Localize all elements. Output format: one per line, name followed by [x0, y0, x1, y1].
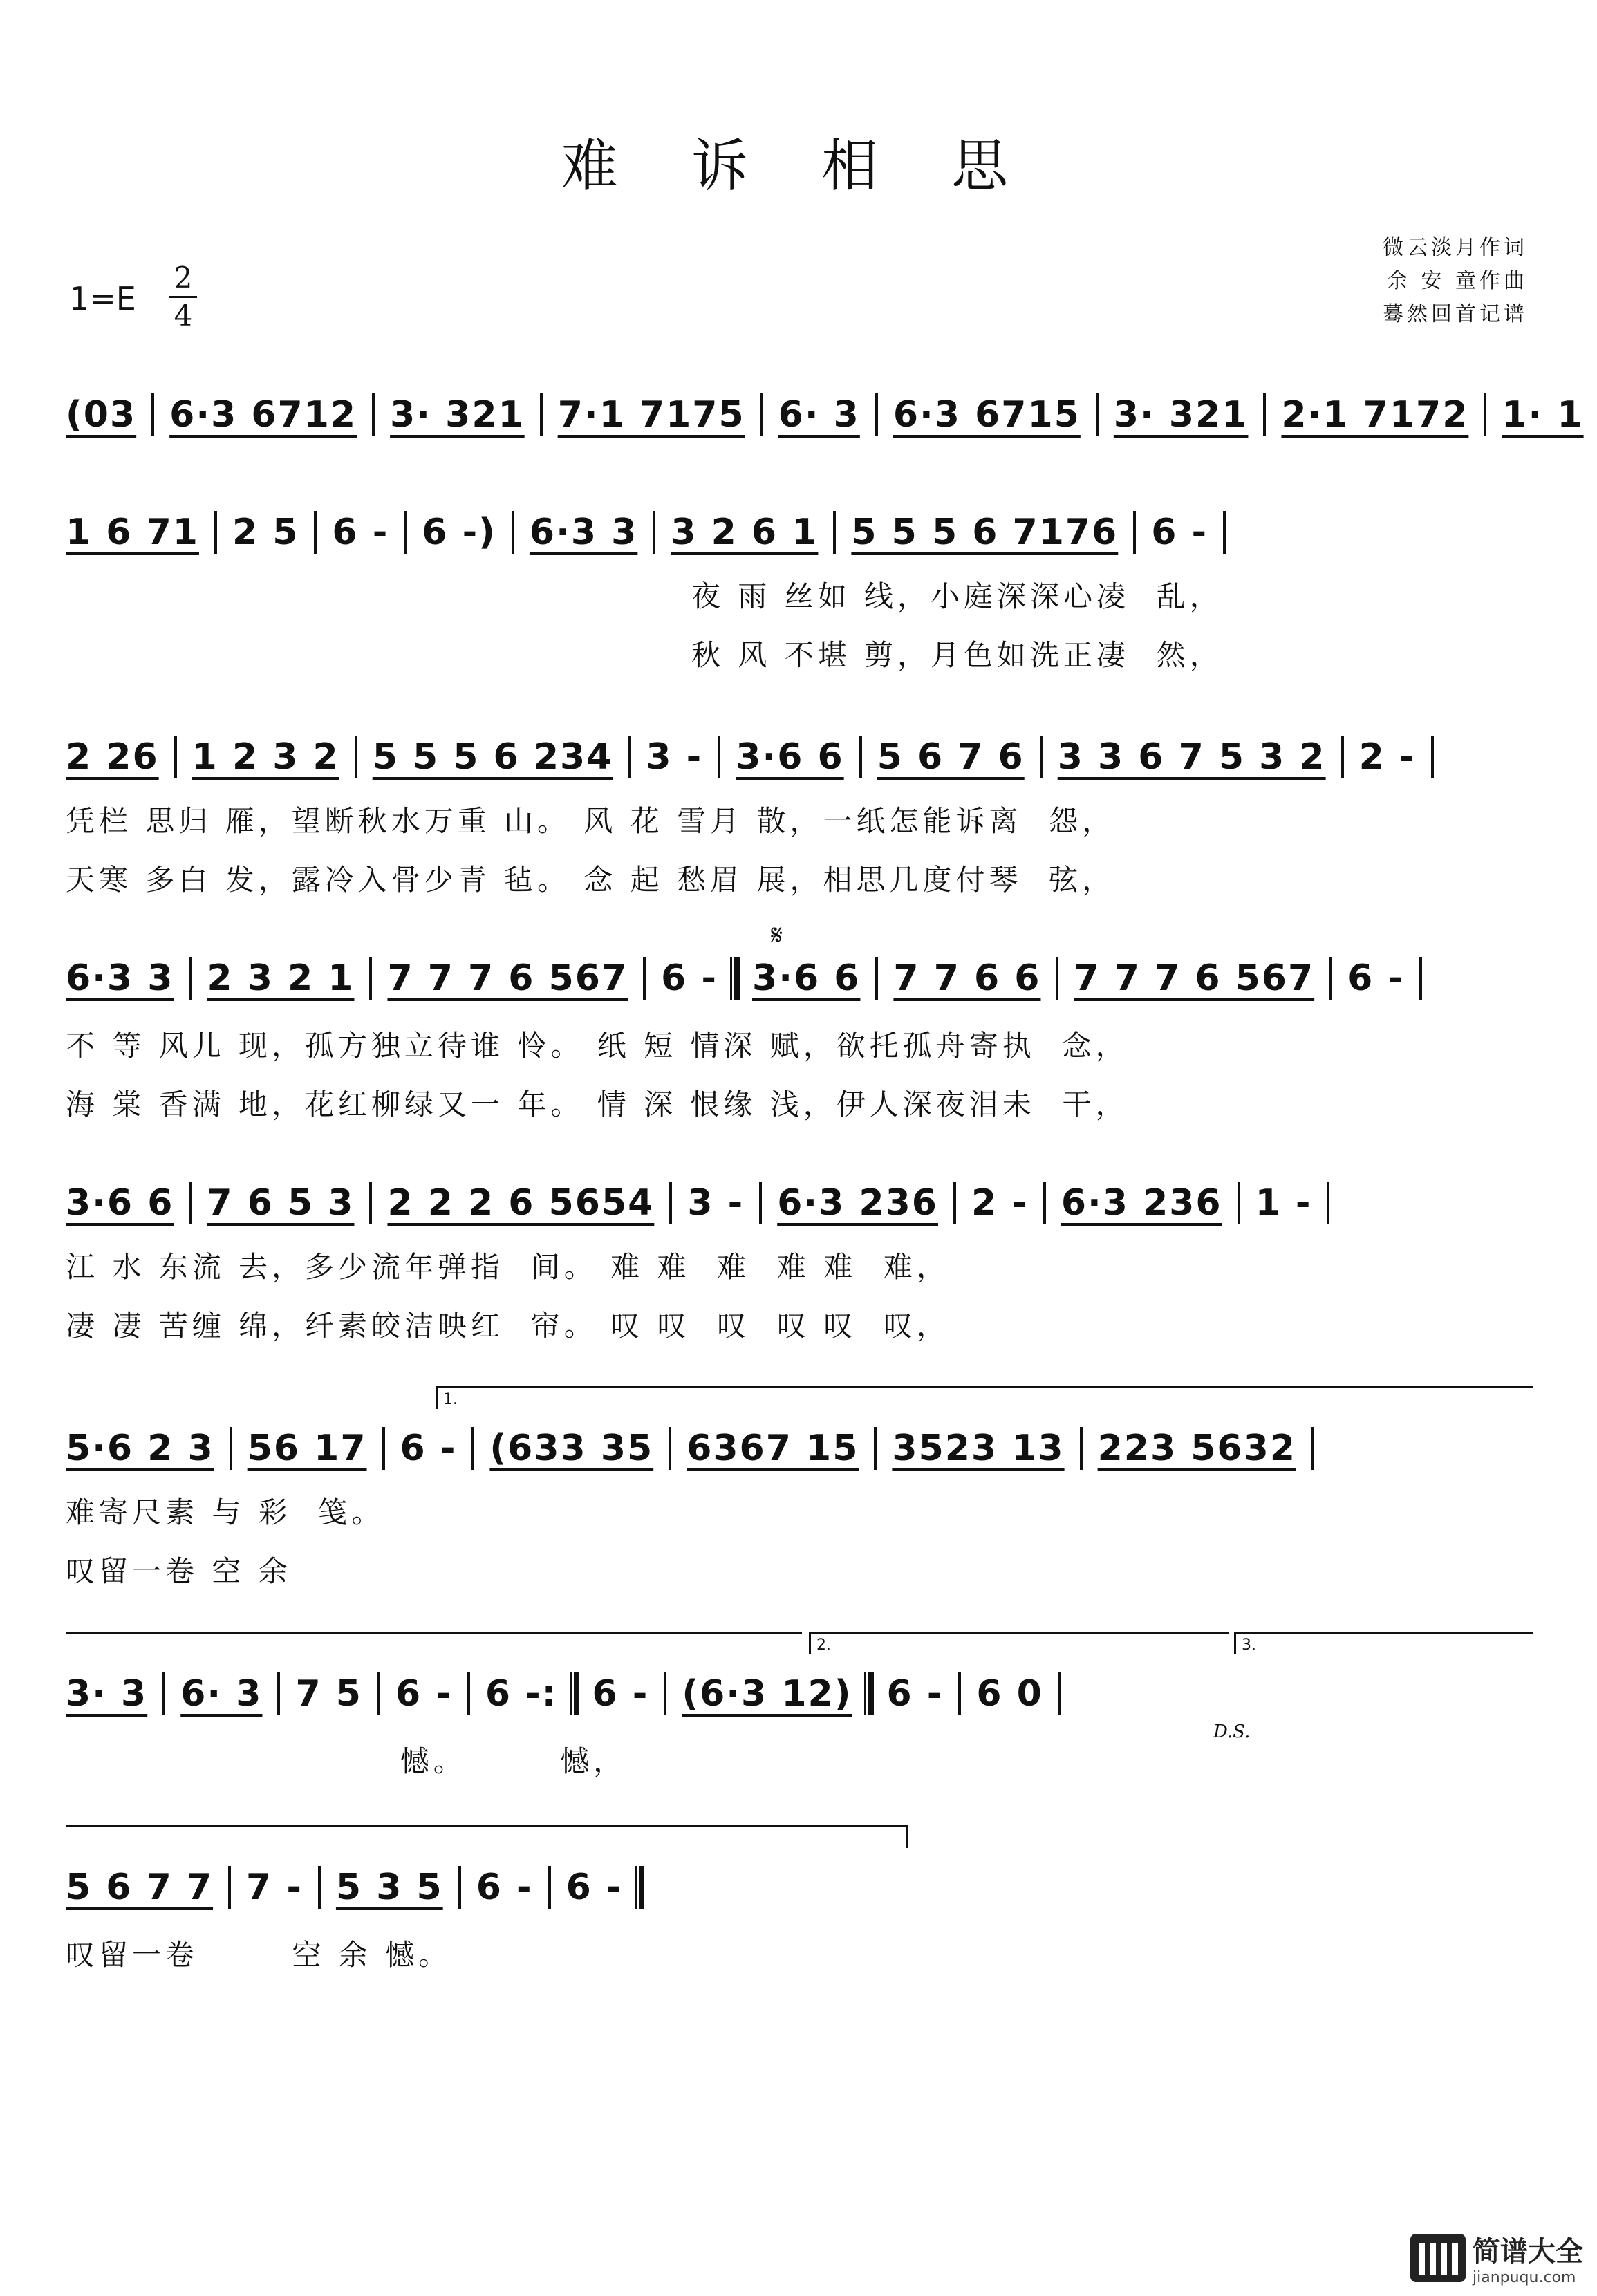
lyric-line: 夜 雨 丝如 线，小庭深深心凌 乱， [691, 579, 1223, 613]
measure: 7 7 6 6 [893, 958, 1041, 999]
piano-logo-icon [1410, 2234, 1466, 2282]
measure: 7 7 7 6 567 [387, 958, 628, 999]
measure: 2 2 2 6 5654 [387, 1182, 655, 1224]
measure: (03 [66, 394, 137, 436]
lyric-line: 不 等 风儿 现，孤方独立待谁 怜。 纸 短 情深 赋，欲托孤舟寄执 念， [66, 1029, 1129, 1063]
measure: 1 6 71 [66, 512, 199, 553]
measure: 6·3 6712 [169, 394, 357, 436]
measure: 3 3 6 7 5 3 2 [1057, 736, 1326, 778]
volta-1: 1. [436, 1386, 1533, 1409]
score-row-3 [66, 736, 1531, 778]
lyric-line: 天寒 多白 发，露冷入骨少青 毡。 念 起 愁眉 展，相思几度付琴 弦， [66, 863, 1116, 897]
measure: 7 - [246, 1867, 303, 1908]
measure: 6· 3 [778, 394, 860, 436]
measure: 3 2 6 1 [671, 512, 819, 553]
lyric-line: 江 水 东流 去，多少流年弹指 间。 难 难 难 难 难 难， [66, 1250, 950, 1284]
measure: 3·6 6 [752, 958, 861, 999]
measure: 3 - [687, 1182, 745, 1224]
measure: 6 0 [976, 1673, 1043, 1715]
measure: 3· 3 [66, 1673, 148, 1715]
measure: 6 - [400, 1428, 457, 1469]
ds-marking: D.S. [1213, 1721, 1251, 1742]
measure: 6 - [886, 1673, 944, 1715]
measure: 6 - [566, 1867, 623, 1908]
measure: 3· 321 [390, 394, 525, 436]
measure: 1 2 3 2 [192, 736, 339, 778]
measure: 6 - [395, 1673, 452, 1715]
measure: 5 3 5 [335, 1867, 443, 1908]
score-row-7 [66, 1673, 1531, 1715]
composer-credit: 余 安 童作曲 [1386, 269, 1528, 293]
measure: 2 - [971, 1182, 1028, 1224]
measure: 6 - [476, 1867, 533, 1908]
volta-3-continued [66, 1825, 908, 1848]
measure: 223 5632 [1097, 1428, 1296, 1469]
measure: 6 - [1347, 958, 1405, 999]
measure: 3·6 6 [736, 736, 844, 778]
measure: 1· 1 [1502, 394, 1584, 436]
measure: 2 - [1358, 736, 1416, 778]
measure: 5 6 7 7 [66, 1867, 214, 1908]
measure: 6· 3 [180, 1673, 263, 1715]
measure: 6 - [332, 512, 389, 553]
score-row-6 [66, 1428, 1531, 1469]
measure: 2 3 2 1 [207, 958, 355, 999]
measure: 6 -: [485, 1673, 558, 1715]
measure: 3523 13 [892, 1428, 1065, 1469]
measure: 6 - [1151, 512, 1208, 553]
measure: 5 5 5 6 234 [372, 736, 613, 778]
time-top: 2 [174, 261, 193, 295]
segno-sign: 𝄋 [771, 920, 783, 951]
measure: 1 - [1255, 1182, 1312, 1224]
transcriber-credit: 蓦然回首记谱 [1383, 302, 1528, 326]
lyric-line: 秋 风 不堪 剪，月色如洗正凄 然， [691, 638, 1223, 672]
measure: 6·3 236 [1061, 1182, 1222, 1224]
measure: 6·3 6715 [893, 394, 1081, 436]
measure: 7 5 [295, 1673, 362, 1715]
measure: 5·6 2 3 [66, 1428, 214, 1469]
score-row-4 [66, 958, 1531, 999]
lyric-line: 叹留一卷 空 余 憾。 [66, 1938, 452, 1972]
measure: 3·6 6 [66, 1182, 174, 1224]
measure: 3· 321 [1113, 394, 1249, 436]
lyric-line: 憾。 憾， [66, 1744, 627, 1778]
measure: 5 6 7 6 [877, 736, 1025, 778]
measure: 6·3 3 [66, 958, 174, 999]
measure: 7 6 5 3 [207, 1182, 355, 1224]
measure: 7·1 7175 [557, 394, 745, 436]
score-row-8 [66, 1867, 937, 1908]
watermark-url: jianpuqu.com [1473, 2269, 1576, 2286]
measure: 2·1 7172 [1281, 394, 1469, 436]
measure: 2 5 [232, 512, 299, 553]
score-row-2 [66, 512, 1531, 553]
key-signature: 1=E [69, 280, 136, 317]
score-row-5 [66, 1182, 1531, 1224]
credits [1383, 232, 1528, 331]
measure: 6 -) [422, 512, 496, 553]
measure: 6·3 3 [529, 512, 638, 553]
lyricist-credit: 微云淡月作词 [1383, 236, 1528, 260]
measure: 5 5 5 6 7176 [851, 512, 1119, 553]
song-title: 难 诉 相 思 [561, 133, 1036, 199]
time-signature [169, 261, 197, 333]
measure: (633 35 [489, 1428, 654, 1469]
measure: 6·3 236 [777, 1182, 938, 1224]
measure: 2 26 [66, 736, 159, 778]
measure: 6367 15 [687, 1428, 859, 1469]
measure: (6·3 12) [682, 1673, 852, 1715]
volta-2: 2. [809, 1632, 1229, 1654]
lyric-line: 凭栏 思归 雁，望断秋水万重 山。 风 花 雪月 散，一纸怎能诉离 怨， [66, 804, 1116, 838]
measure: 7 7 7 6 567 [1074, 958, 1315, 999]
lyric-line: 凄 凄 苦缠 绵，纤素皎洁映红 帘。 叹 叹 叹 叹 叹 叹， [66, 1309, 950, 1343]
score-row-1 [66, 394, 1584, 436]
lyric-line: 叹留一卷 空 余 [66, 1554, 292, 1588]
lyric-line: 难寄尺素 与 彩 笺。 [66, 1495, 385, 1529]
measure: 56 17 [247, 1428, 367, 1469]
measure: 3 - [646, 736, 703, 778]
watermark-name: 简谱大全 [1473, 2236, 1583, 2268]
lyric-line: 海 棠 香满 地，花红柳绿又一 年。 情 深 恨缘 浅，伊人深夜泪未 干， [66, 1088, 1129, 1121]
volta-3: 3. [1234, 1632, 1533, 1654]
site-watermark [1410, 2230, 1583, 2286]
measure: 6 - [592, 1673, 649, 1715]
volta-1-continued [66, 1632, 802, 1654]
time-bottom: 4 [174, 299, 193, 333]
measure: 6 - [661, 958, 718, 999]
